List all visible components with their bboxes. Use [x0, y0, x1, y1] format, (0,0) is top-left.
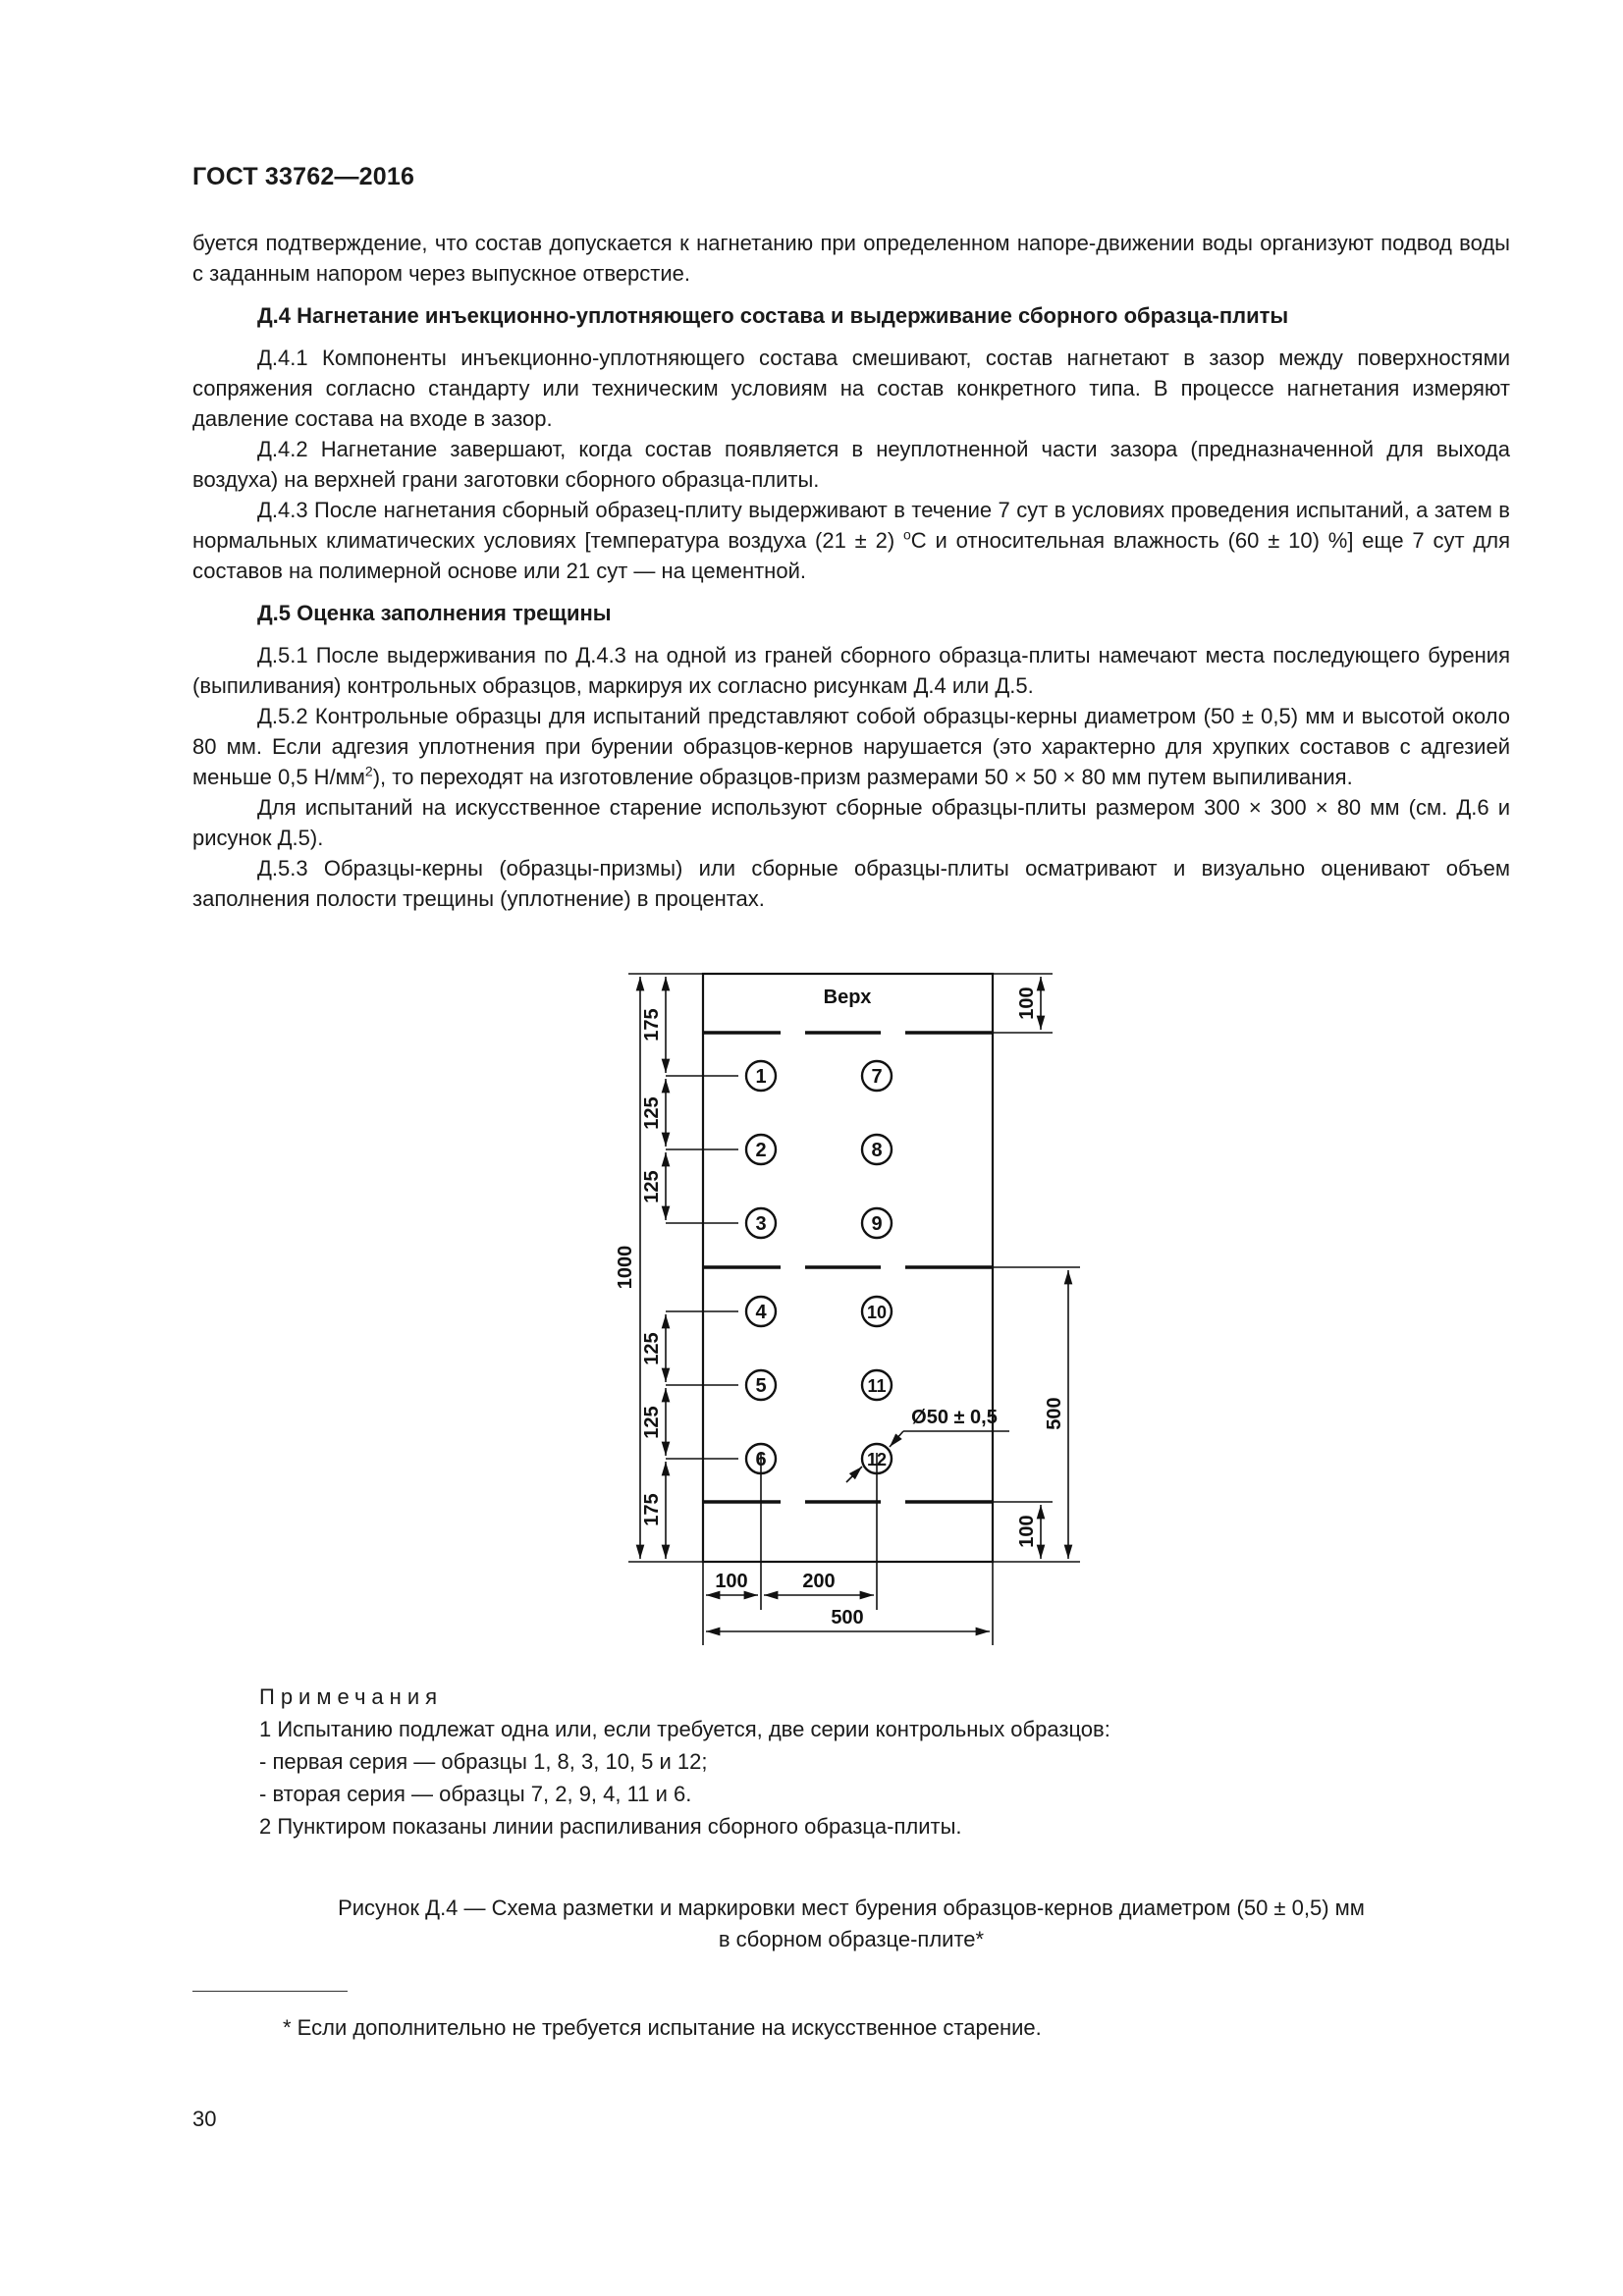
section-d5-heading: Д.5 Оценка заполнения трещины — [257, 601, 612, 625]
page-header: ГОСТ 33762—2016 — [192, 163, 415, 190]
marker-10: 10 — [866, 1303, 888, 1322]
marker-6: 6 — [755, 1449, 767, 1470]
footnote-divider — [192, 1991, 348, 1992]
dim-125-a: 125 — [641, 1096, 663, 1130]
intro-paragraph: буется подтверждение, что состав допускается к нагнетанию при определенном напоре-движении воды организуют подвод воды с заданным напором через выпускное отверстие. — [192, 231, 1510, 286]
dim-125-b: 125 — [641, 1170, 663, 1203]
section-d4-heading: Д.4 Нагнетание инъекционно-уплотняющего состава и выдерживание сборного образца-плиты — [257, 303, 1289, 328]
caption-line-1: Рисунок Д.4 — Схема разметки и маркировки мест бурения образцов-кернов диаметром (50 ± 0,5) мм — [338, 1896, 1365, 1920]
marker-2: 2 — [755, 1140, 767, 1161]
marker-12: 12 — [866, 1450, 888, 1469]
marker-9: 9 — [871, 1213, 883, 1235]
note-1-first-series: - первая серия — образцы 1, 8, 3, 10, 5 и 12; — [259, 1749, 708, 1774]
marker-1: 1 — [755, 1066, 767, 1088]
figure-caption — [192, 1893, 1510, 1955]
dim-200: 200 — [802, 1571, 836, 1592]
paragraph-d4-1: Д.4.1 Компоненты инъекционно-уплотняющего состава смешивают, состав нагнетают в зазор между поверхностями сопряжения согласно стандарту или техническим условиям на состав конкретного типа. В процессе нагнетания измеряют давление состава на входе в зазор. — [192, 346, 1510, 431]
paragraph-d4-3: Д.4.3 После нагнетания сборный образец-плиту выдерживают в течение 7 сут в условиях проведения испытаний, а затем в нормальных климатических условиях [температура воздуха (21 ± 2) $^о$С и относительная влажность (60 ± 10) %] еще 7 сут для составов на полимерной основе или 21 сут — на цементной. — [192, 498, 1510, 583]
note-1-second-series: - вторая серия — образцы 7, 2, 9, 4, 11 и 6. — [259, 1782, 692, 1806]
paragraph-d4-2: Д.4.2 Нагнетание завершают, когда состав появляется в неуплотненной части зазора (предназначенной для выхода воздуха) на верхней грани заготовки сборного образца-плиты. — [192, 437, 1510, 492]
dim-175-bottom: 175 — [641, 1493, 663, 1526]
dim-175-top: 175 — [641, 1008, 663, 1041]
figure-notes — [259, 1681, 1437, 1842]
note-1: 1 Испытанию подлежат одна или, если требуется, две серии контрольных образцов: — [259, 1717, 1110, 1741]
dim-125-c: 125 — [641, 1332, 663, 1365]
dim-100-top: 100 — [1016, 987, 1038, 1020]
top-label: Верх — [823, 987, 872, 1008]
dim-1000: 1000 — [615, 1245, 636, 1290]
right-dimensions — [993, 974, 1080, 1562]
footnote: * Если дополнительно не требуется испытание на искусственное старение. — [283, 2015, 1042, 2040]
dim-500-right: 500 — [1044, 1397, 1065, 1430]
marker-7: 7 — [871, 1066, 883, 1088]
marker-8: 8 — [871, 1140, 883, 1161]
marker-11: 11 — [867, 1376, 887, 1396]
page-number: 30 — [192, 2107, 217, 2131]
paragraph-d5-3: Д.5.3 Образцы-керны (образцы-призмы) или сборные образцы-плиты осматривают и визуально оценивают объем заполнения полости трещины (уплотнение) в процентах. — [192, 856, 1510, 911]
dim-125-d: 125 — [641, 1406, 663, 1439]
paragraph-d5-2: Д.5.2 Контрольные образцы для испытаний представляют собой образцы-керны диаметром (50 ± 0,5) мм и высотой около 80 мм. Если адгезия уплотнения при бурении образцов-кернов нарушается (это характерно для хрупких составов с адгезией меньше 0,5 $Н/мм^2$), то переходят на изготовление образцов-призм размерами 50 × 50 × 80 мм путем выпиливания. — [192, 704, 1510, 789]
paragraph-d5-1: Д.5.1 После выдерживания по Д.4.3 на одной из граней сборного образца-плиты намечают места последующего бурения (выпиливания) контрольных образцов, маркируя их согласно рисункам Д.4 или Д.5. — [192, 643, 1510, 698]
dim-100-left: 100 — [715, 1571, 748, 1592]
marker-4: 4 — [755, 1302, 767, 1323]
caption-line-2: в сборном образце-плите* — [718, 1927, 985, 1951]
diameter-label: Ø50 ± 0,5 — [911, 1407, 998, 1428]
notes-title: Примечания — [259, 1684, 444, 1709]
note-2: 2 Пунктиром показаны линии распиливания сборного образца-плиты. — [259, 1814, 962, 1839]
marker-3: 3 — [755, 1213, 767, 1235]
marker-5: 5 — [755, 1375, 767, 1397]
dim-500-bottom: 500 — [831, 1607, 864, 1629]
dim-100-bottom: 100 — [1016, 1515, 1038, 1548]
paragraph-d5-2-aging: Для испытаний на искусственное старение используют сборные образцы-плиты размером 300 × 300 × 80 мм (см. Д.6 и рисунок Д.5). — [192, 795, 1510, 850]
